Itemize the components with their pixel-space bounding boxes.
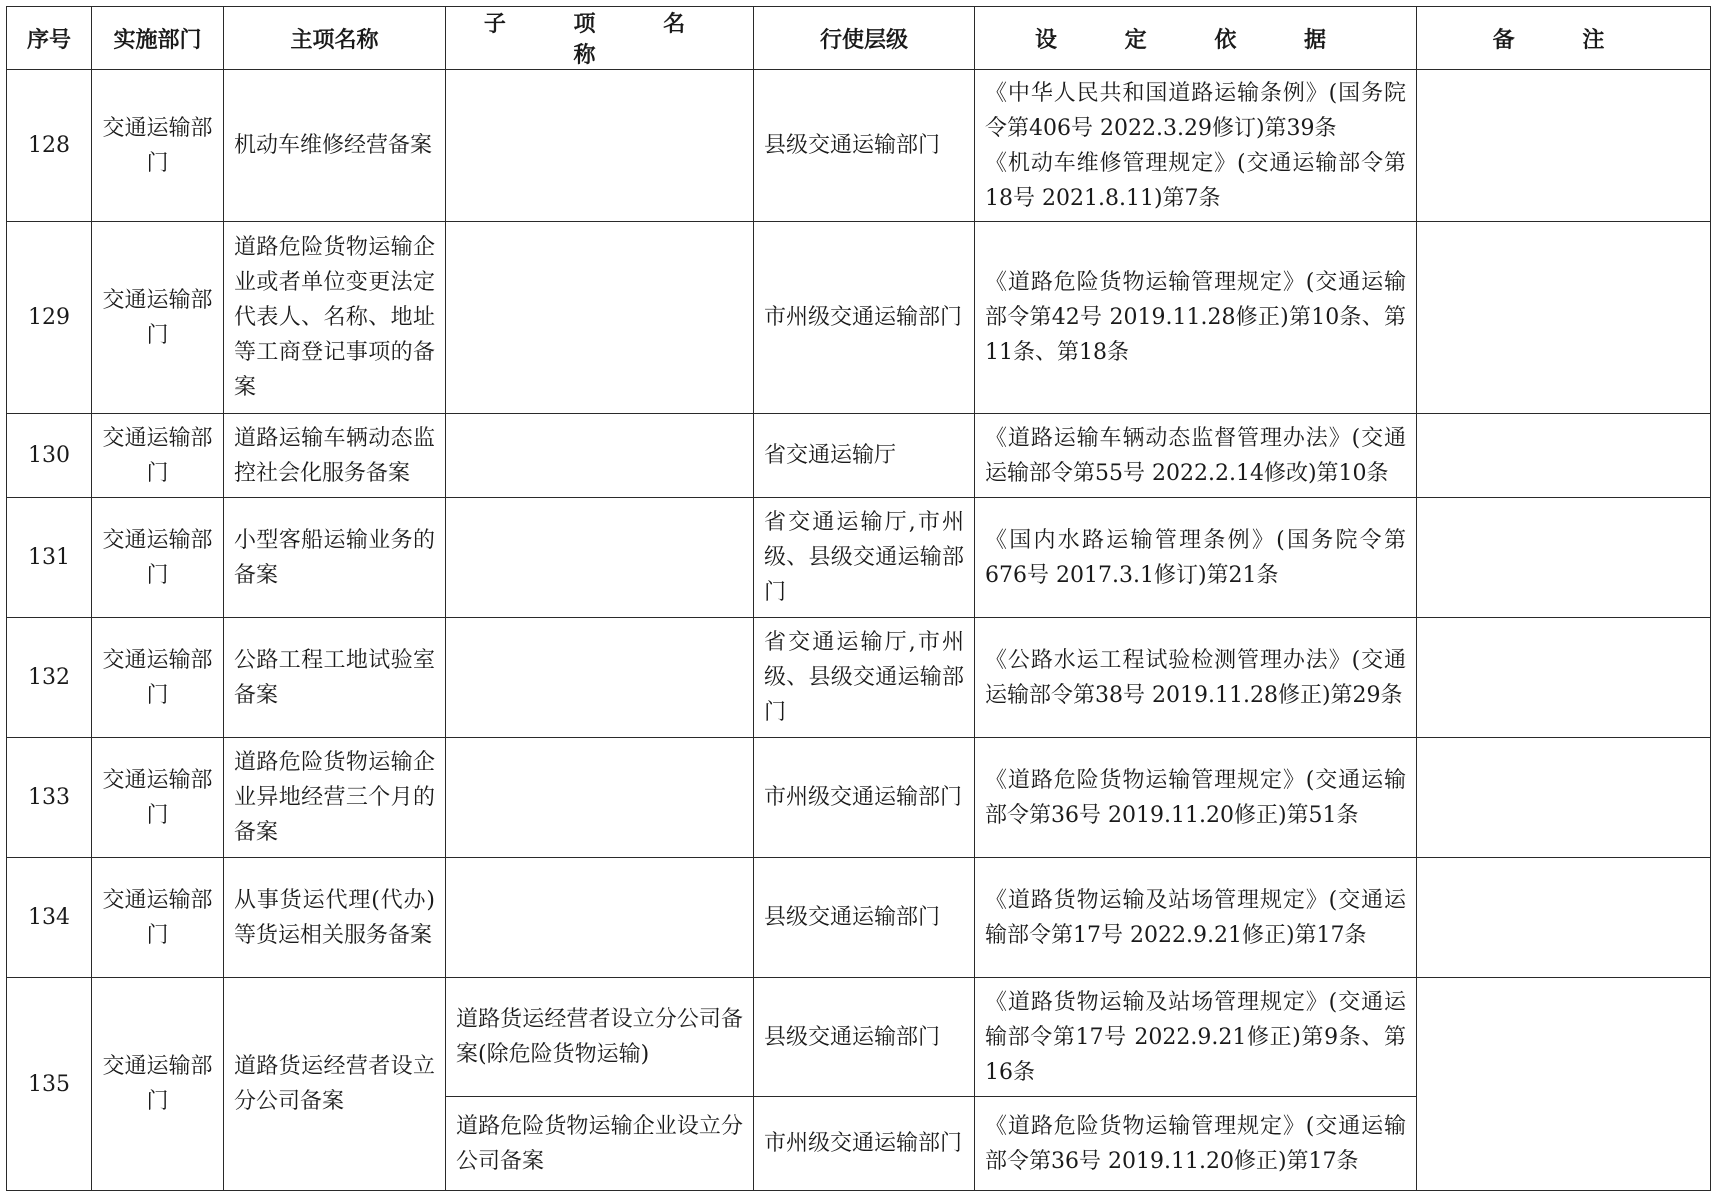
cell-basis: 《公路水运工程试验检测管理办法》(交通运输部令第38号 2019.11.28修正)第29条 (975, 618, 1417, 738)
cell-dept: 交通运输部门 (92, 70, 224, 222)
cell-level: 县级交通运输部门 (754, 858, 975, 978)
table-header-row (7, 7, 1711, 70)
record-filing-table (6, 6, 1711, 1191)
cell-sub-item (446, 738, 754, 858)
cell-remark (1417, 858, 1711, 978)
cell-dept: 交通运输部门 (92, 978, 224, 1191)
cell-seq: 135 (7, 978, 92, 1191)
cell-seq: 133 (7, 738, 92, 858)
cell-basis: 《道路危险货物运输管理规定》(交通运输部令第36号 2019.11.20修正)第17条 (975, 1097, 1417, 1191)
cell-seq: 130 (7, 414, 92, 498)
cell-seq: 134 (7, 858, 92, 978)
cell-main-item: 道路危险货物运输企业异地经营三个月的备案 (224, 738, 446, 858)
cell-level: 省交通运输厅,市州级、县级交通运输部门 (754, 618, 975, 738)
cell-dept: 交通运输部门 (92, 498, 224, 618)
cell-dept: 交通运输部门 (92, 738, 224, 858)
table-row (7, 738, 1711, 858)
cell-level: 县级交通运输部门 (754, 70, 975, 222)
cell-seq: 132 (7, 618, 92, 738)
cell-sub-item (446, 618, 754, 738)
cell-dept: 交通运输部门 (92, 222, 224, 414)
cell-main-item: 道路运输车辆动态监控社会化服务备案 (224, 414, 446, 498)
cell-remark (1417, 414, 1711, 498)
cell-main-item: 公路工程工地试验室备案 (224, 618, 446, 738)
cell-dept: 交通运输部门 (92, 414, 224, 498)
header-seq: 序号 (7, 7, 92, 70)
header-main-item: 主项名称 (224, 7, 446, 70)
cell-seq: 129 (7, 222, 92, 414)
cell-main-item: 小型客船运输业务的备案 (224, 498, 446, 618)
cell-basis: 《道路货物运输及站场管理规定》(交通运输部令第17号 2022.9.21修正)第17条 (975, 858, 1417, 978)
table-row (7, 858, 1711, 978)
cell-seq: 131 (7, 498, 92, 618)
table-row (7, 222, 1711, 414)
cell-sub-item (446, 222, 754, 414)
cell-main-item: 机动车维修经营备案 (224, 70, 446, 222)
cell-sub-item: 道路危险货物运输企业设立分公司备案 (446, 1097, 754, 1191)
cell-level: 市州级交通运输部门 (754, 222, 975, 414)
cell-basis: 《道路运输车辆动态监督管理办法》(交通运输部令第55号 2022.2.14修改)第10条 (975, 414, 1417, 498)
header-dept: 实施部门 (92, 7, 224, 70)
cell-remark (1417, 498, 1711, 618)
header-sub-item: 子 项 名 称 (446, 7, 754, 70)
cell-sub-item (446, 414, 754, 498)
cell-seq: 128 (7, 70, 92, 222)
cell-sub-item (446, 498, 754, 618)
cell-remark (1417, 222, 1711, 414)
cell-remark (1417, 70, 1711, 222)
header-basis: 设 定 依 据 (975, 7, 1417, 70)
table-row (7, 978, 1711, 1097)
cell-main-item: 从事货运代理(代办)等货运相关服务备案 (224, 858, 446, 978)
cell-main-item: 道路危险货物运输企业或者单位变更法定代表人、名称、地址等工商登记事项的备案 (224, 222, 446, 414)
cell-remark (1417, 618, 1711, 738)
cell-basis: 《道路危险货物运输管理规定》(交通运输部令第42号 2019.11.28修正)第10条、第11条、第18条 (975, 222, 1417, 414)
cell-level: 省交通运输厅 (754, 414, 975, 498)
table-row (7, 498, 1711, 618)
record-filing-table-container (6, 6, 1710, 1176)
cell-basis: 《道路货物运输及站场管理规定》(交通运输部令第17号 2022.9.21修正)第9条、第16条 (975, 978, 1417, 1097)
cell-remark (1417, 738, 1711, 858)
cell-sub-item (446, 858, 754, 978)
cell-sub-item (446, 70, 754, 222)
header-level: 行使层级 (754, 7, 975, 70)
cell-sub-item: 道路货运经营者设立分公司备案(除危险货物运输) (446, 978, 754, 1097)
cell-dept: 交通运输部门 (92, 618, 224, 738)
cell-basis: 《中华人民共和国道路运输条例》(国务院令第406号 2022.3.29修订)第39条 《机动车维修管理规定》(交通运输部令第18号 2021.8.11)第7条 (975, 70, 1417, 222)
cell-level: 市州级交通运输部门 (754, 1097, 975, 1191)
cell-remark (1417, 978, 1711, 1191)
cell-level: 市州级交通运输部门 (754, 738, 975, 858)
header-remark: 备 注 (1417, 7, 1711, 70)
cell-basis: 《道路危险货物运输管理规定》(交通运输部令第36号 2019.11.20修正)第51条 (975, 738, 1417, 858)
cell-main-item: 道路货运经营者设立分公司备案 (224, 978, 446, 1191)
cell-level: 省交通运输厅,市州级、县级交通运输部门 (754, 498, 975, 618)
cell-basis: 《国内水路运输管理条例》(国务院令第676号 2017.3.1修订)第21条 (975, 498, 1417, 618)
table-row (7, 414, 1711, 498)
cell-level: 县级交通运输部门 (754, 978, 975, 1097)
table-row (7, 70, 1711, 222)
cell-dept: 交通运输部门 (92, 858, 224, 978)
table-row (7, 618, 1711, 738)
